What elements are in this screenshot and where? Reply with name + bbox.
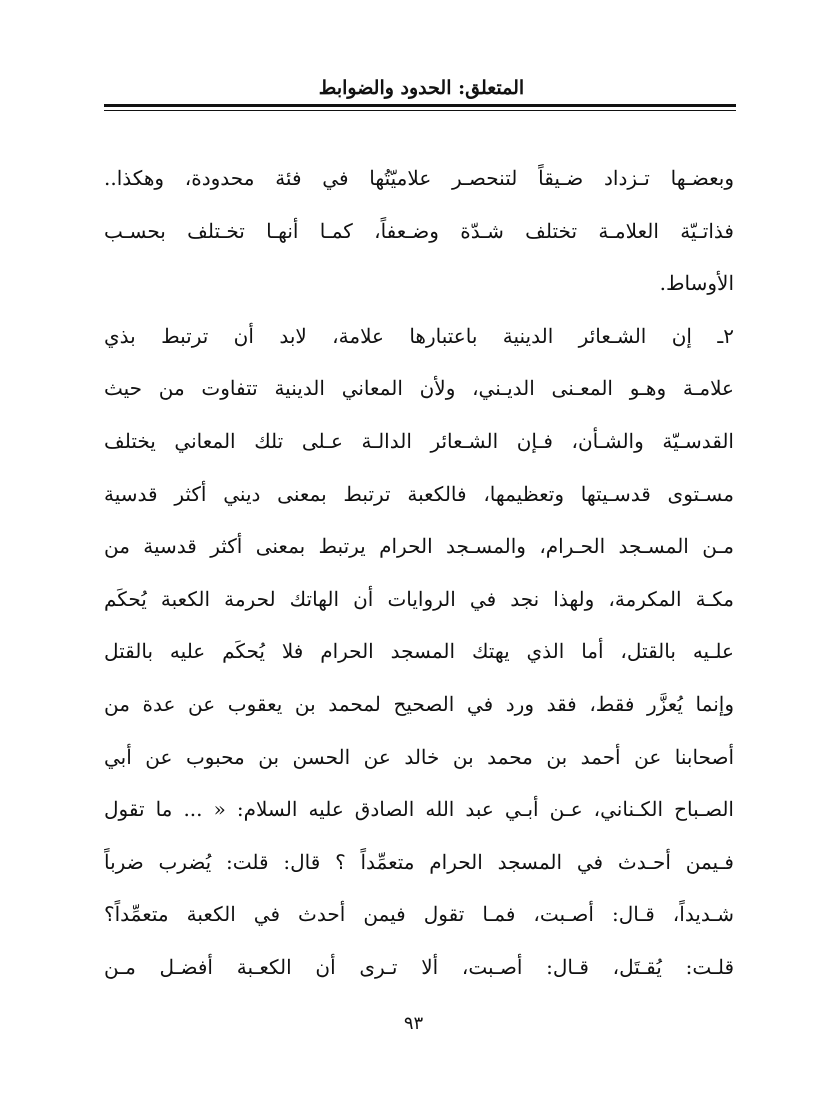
text-line: مسـتوى قدسـيتها وتعظيمها، فالكعبة ترتبط بمعنى ديني أكثر قدسية xyxy=(104,481,734,506)
text-line: فذاتـيّة العلامـة تختلف شـدّة وضـعفاً، كمـا أنهـا تخـتلف بحسـب xyxy=(104,218,734,243)
text-line: الصـباح الكـناني، عـن أبـي عبد الله الصادق عليه السلام: « ... ما تقول xyxy=(104,797,734,822)
text-line: فـيمن أحـدث في المسجد الحرام متعمِّداً ؟ قال: قلت: يُضرب ضرباً xyxy=(104,849,734,874)
text-line: شـديداً، قـال: أصـبت، فمـا تقول فيمن أحدث في الكعبة متعمِّداً؟ xyxy=(104,902,734,927)
text-line: وبعضـها تـزداد ضـيقاً لتنحصـر علاميّتُها في فئة محدودة، وهكذا.. xyxy=(104,166,734,190)
text-line: القدسـيّة والشـأن، فـإن الشـعائر الدالـة عـلى تلك المعاني يختلف xyxy=(104,428,734,453)
text-line: أصحابنا عن أحمد بن محمد بن خالد عن الحسن بن محبوب عن أبي xyxy=(104,744,734,769)
text-line: مـن المسـجد الحـرام، والمسـجد الحرام يرتبط بمعنى أكثر قدسية من xyxy=(104,534,734,559)
page-number: ٩٣ xyxy=(403,1013,424,1034)
text-line: الأوساط. xyxy=(659,271,734,296)
header-rule-thick xyxy=(104,104,736,107)
text-line: علـيه بالقتل، أما الذي يهتك المسجد الحرام فلا يُحكَم عليه بالقتل xyxy=(104,639,734,664)
text-line: مكـة المكرمة، ولهذا نجد في الروايات أن الهاتك لحرمة الكعبة يُحكَم xyxy=(104,586,734,611)
text-line: قلـت: يُقـتَل، قـال: أصـبت، ألا تـرى أن الكعـبة أفضـل مـن xyxy=(104,954,734,979)
running-header: المتعلق: الحدود والضوابط xyxy=(318,77,525,99)
body-text xyxy=(104,152,734,994)
text-line: ٢ـ إن الشـعائر الدينية باعتبارها علامة، لابد أن ترتبط بذي xyxy=(104,323,734,348)
header-rule-thin xyxy=(104,110,736,111)
text-line: علامـة وهـو المعـنى الديـني، ولأن المعاني الدينية تتفاوت من حيث xyxy=(104,376,734,401)
text-line: وإنما يُعزَّر فقط، فقد ورد في الصحيح لمحمد بن يعقوب عن عدة من xyxy=(104,691,734,716)
